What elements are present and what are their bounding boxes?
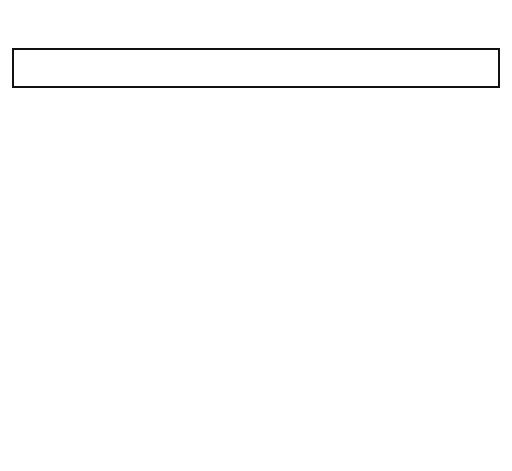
body-line [8, 180, 504, 208]
body-line [8, 401, 504, 429]
body-line [8, 235, 504, 263]
body-line [8, 318, 504, 346]
body-line [8, 97, 504, 125]
body-line [8, 263, 504, 291]
body-line [8, 345, 504, 373]
body-line [8, 152, 504, 180]
headline [8, 6, 504, 38]
body-line [8, 125, 504, 153]
article-body [8, 97, 504, 428]
body-line [8, 290, 504, 318]
body-line [8, 373, 504, 401]
subheadline-box [12, 48, 500, 88]
body-line [8, 207, 504, 235]
